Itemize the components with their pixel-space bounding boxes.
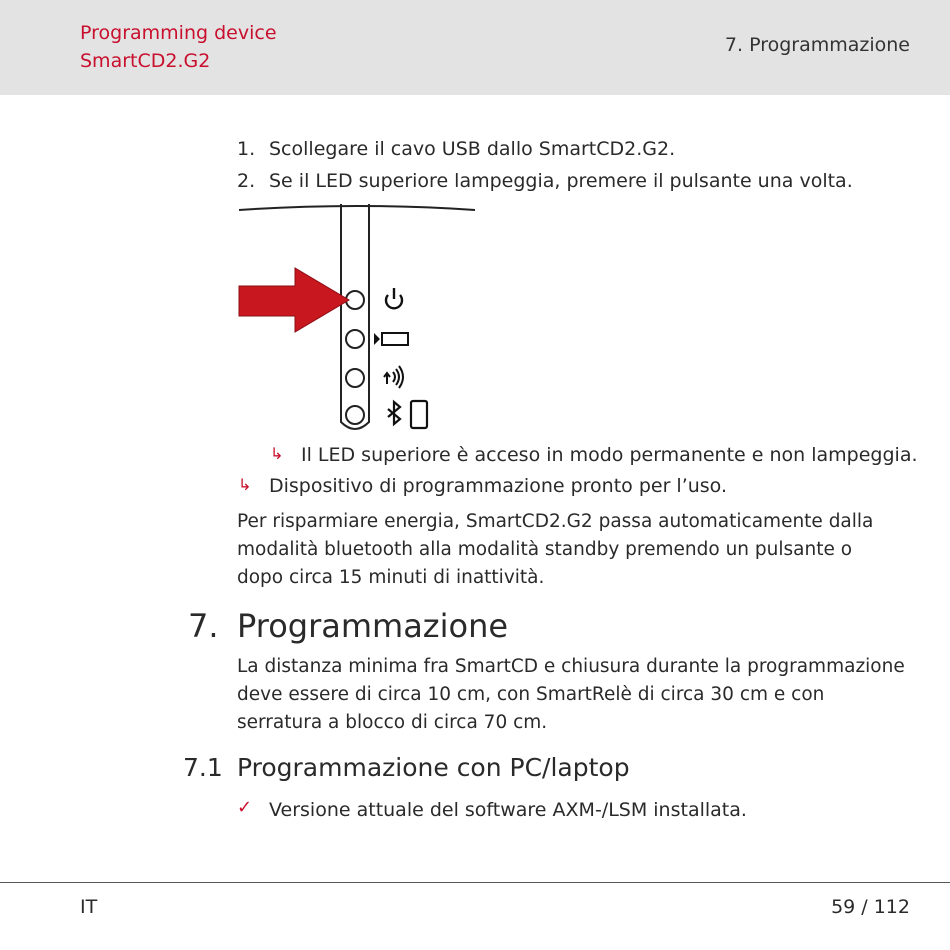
energy-note-paragraph	[237, 508, 927, 592]
result-arrow-icon: ↳	[270, 444, 284, 463]
step-number: 2.	[237, 170, 256, 192]
result-text-1: Il LED superiore è acceso in modo permanente e non lampeggia.	[301, 444, 918, 466]
footer-divider	[0, 882, 950, 883]
phone-icon	[411, 401, 427, 428]
paragraph-line: dopo circa 15 minuti di inattività.	[237, 567, 545, 588]
section-7-paragraph	[237, 653, 927, 737]
power-icon	[386, 288, 402, 308]
checkmark-icon: ✓	[237, 797, 253, 818]
bluetooth-icon	[388, 402, 400, 424]
paragraph-line: deve essere di circa 10 cm, con SmartRelè di circa 30 cm e con	[237, 684, 825, 705]
step-text: Se il LED superiore lampeggia, premere il pulsante una volta.	[269, 170, 853, 192]
device-top-edge	[239, 206, 475, 210]
paragraph-line: serratura a blocco di circa 70 cm.	[237, 712, 548, 733]
step-number: 1.	[237, 138, 256, 160]
led-3	[346, 369, 364, 387]
page-header	[0, 0, 950, 95]
battery-icon	[374, 333, 408, 345]
result-text-2: Dispositivo di programmazione pronto per l’uso.	[269, 475, 728, 497]
led-2	[346, 330, 364, 348]
paragraph-line: modalità bluetooth alla modalità standby premendo un pulsante o	[237, 539, 853, 560]
device-led-figure	[237, 200, 477, 435]
red-arrow-icon	[239, 268, 349, 332]
section-7-1-heading: Programmazione con PC/laptop	[237, 753, 630, 782]
signal-icon	[384, 366, 403, 388]
paragraph-line: Per risparmiare energia, SmartCD2.G2 passa automaticamente dalla	[237, 511, 874, 532]
section-7-number: 7.	[188, 607, 219, 645]
document-title-line1: Programming device	[80, 22, 277, 44]
paragraph-line: La distanza minima fra SmartCD e chiusura durante la programmazione	[237, 656, 905, 677]
footer-language: IT	[80, 896, 98, 918]
result-arrow-icon: ↳	[238, 475, 252, 494]
section-7-1-number: 7.1	[183, 753, 223, 782]
led-4	[346, 406, 364, 424]
document-title-line2: SmartCD2.G2	[80, 50, 211, 72]
device-led-bar	[341, 204, 369, 429]
chapter-label: 7. Programmazione	[724, 34, 910, 56]
page-number: 59 / 112	[831, 896, 910, 918]
section-7-heading: Programmazione	[237, 607, 509, 645]
step-text: Scollegare il cavo USB dallo SmartCD2.G2.	[269, 138, 676, 160]
prerequisite-text: Versione attuale del software AXM-/LSM installata.	[269, 799, 747, 821]
